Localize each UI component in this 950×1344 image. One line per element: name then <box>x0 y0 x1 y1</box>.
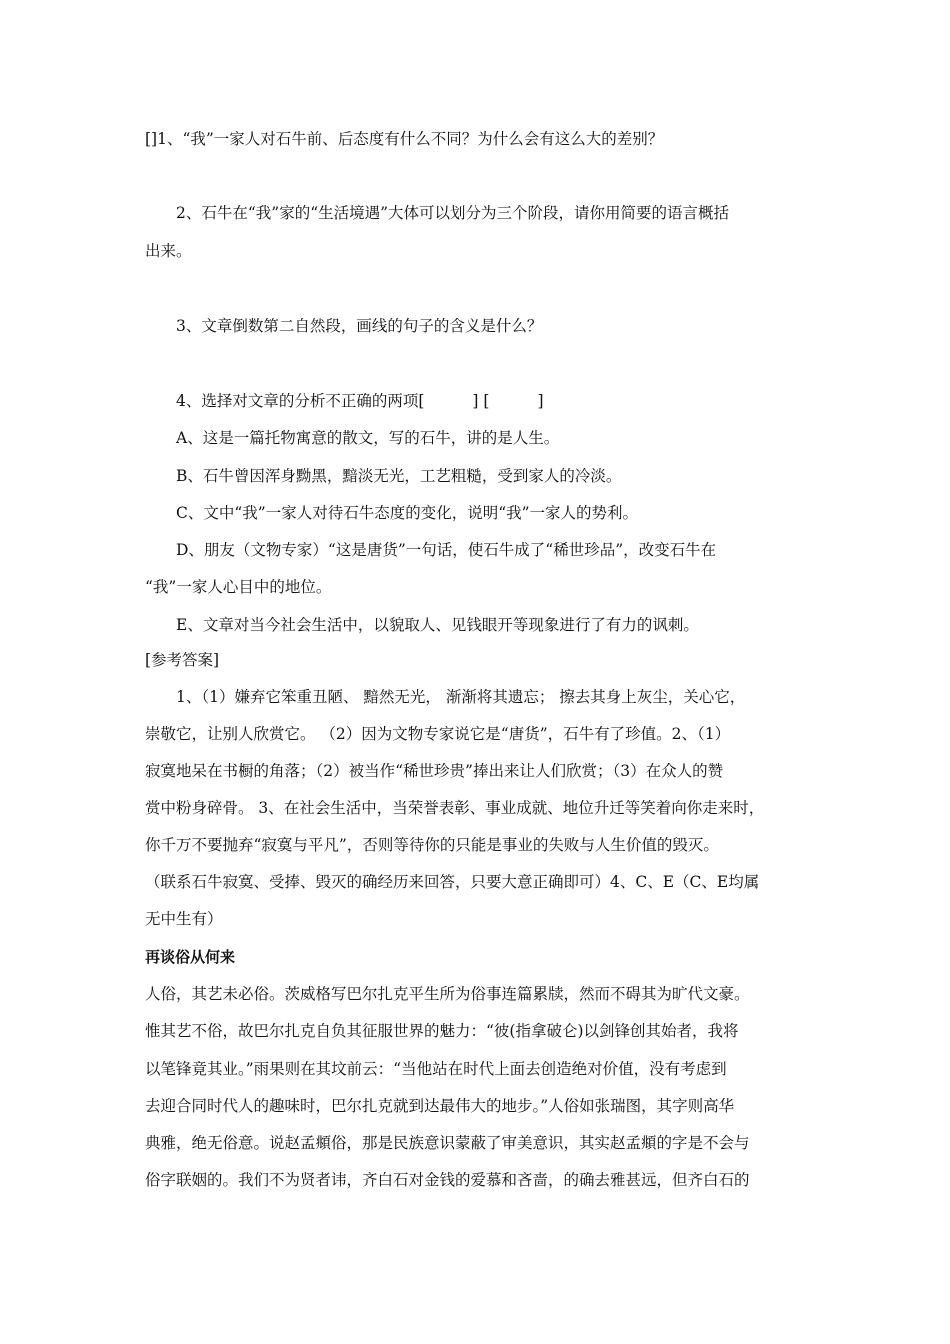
option-e: E、文章对当今社会生活中，以貌取人、见钱眼开等现象进行了有力的讽刺。 <box>176 616 699 634</box>
article-line: 惟其艺不俗，故巴尔扎克自负其征服世界的魅力：“彼(指拿破仑)以剑锋创其始者，我将 <box>145 1022 739 1040</box>
article-line: 俗字联姻的。我们不为贤者讳，齐白石对金钱的爱慕和吝啬，的确去雅甚远，但齐白石的 <box>145 1171 750 1189</box>
article-line: 以笔锋竟其业。”雨果则在其坟前云：“当他站在时代上面去创造绝对价值，没有考虑到 <box>145 1060 727 1078</box>
question-2-line-1: 2、石牛在“我”家的“生活境遇”大体可以划分为三个阶段，请你用简要的语言概括 <box>176 204 730 222</box>
question-4-end: ] <box>537 392 544 410</box>
option-d-line-2: “我”一家人心目中的地位。 <box>145 578 332 596</box>
question-1: []1、“我”一家人对石牛前、后态度有什么不同？为什么会有这么大的差别？ <box>145 130 664 148</box>
answers-heading: [参考答案] <box>145 651 220 669</box>
option-d-line-1: D、朋友（文物专家）“这是唐货”一句话，使石牛成了“稀世珍品”，改变石牛在 <box>176 541 717 559</box>
option-c: C、文中“我”一家人对待石牛态度的变化，说明“我”一家人的势利。 <box>176 504 639 522</box>
question-4 <box>176 390 544 412</box>
answer-line: 寂寞地呆在书橱的角落；（2）被当作“稀世珍贵”捧出来让人们欣赏；（3）在众人的赞 <box>145 762 724 780</box>
article-line: 典雅，绝无俗意。说赵孟頫俗，那是民族意识蒙蔽了审美意识，其实赵孟頫的字是不会与 <box>145 1134 750 1152</box>
answer-line: 赏中粉身碎骨。 3、在社会生活中，当荣誉表彰、事业成就、地位升迁等笑着向你走来时， <box>145 799 765 817</box>
answer-line: 崇敬它，让别人欣赏它。 （2）因为文物专家说它是“唐货”，石牛有了珍值。2、（1） <box>145 725 731 743</box>
option-a: A、这是一篇托物寓意的散文，写的石牛，讲的是人生。 <box>176 429 560 447</box>
article-line: 人俗，其艺未必俗。茨威格写巴尔扎克平生所为俗事连篇累牍，然而不碍其为旷代文豪。 <box>145 985 750 1003</box>
question-4-mid: ] [ <box>472 392 490 410</box>
answer-line: 1、（1）嫌弃它笨重丑陋、 黯然无光， 渐渐将其遗忘； 擦去其身上灰尘，关心它， <box>176 688 746 706</box>
article-title: 再谈俗从何来 <box>145 948 236 966</box>
option-b: B、石牛曾因浑身黝黑，黯淡无光，工艺粗糙，受到家人的冷淡。 <box>176 467 622 485</box>
article-line: 去迎合同时代人的趣味时，巴尔扎克就到达最伟大的地步。”人俗如张瑞图，其字则高华 <box>145 1097 735 1115</box>
answer-line: （联系石牛寂寞、受捧、毁灭的确经历来回答，只要大意正确即可）4、C、E（C、E均属 <box>145 873 760 891</box>
question-4-text: 4、选择对文章的分析不正确的两项[ <box>176 392 425 410</box>
answer-line: 无中生有） <box>145 910 223 928</box>
question-2-line-2: 出来。 <box>145 242 192 260</box>
question-3: 3、文章倒数第二自然段，画线的句子的含义是什么？ <box>176 317 543 335</box>
answer-line: 你千万不要抛弃“寂寞与平凡”，否则等待你的只能是事业的失败与人生价值的毁灭。 <box>145 836 719 854</box>
